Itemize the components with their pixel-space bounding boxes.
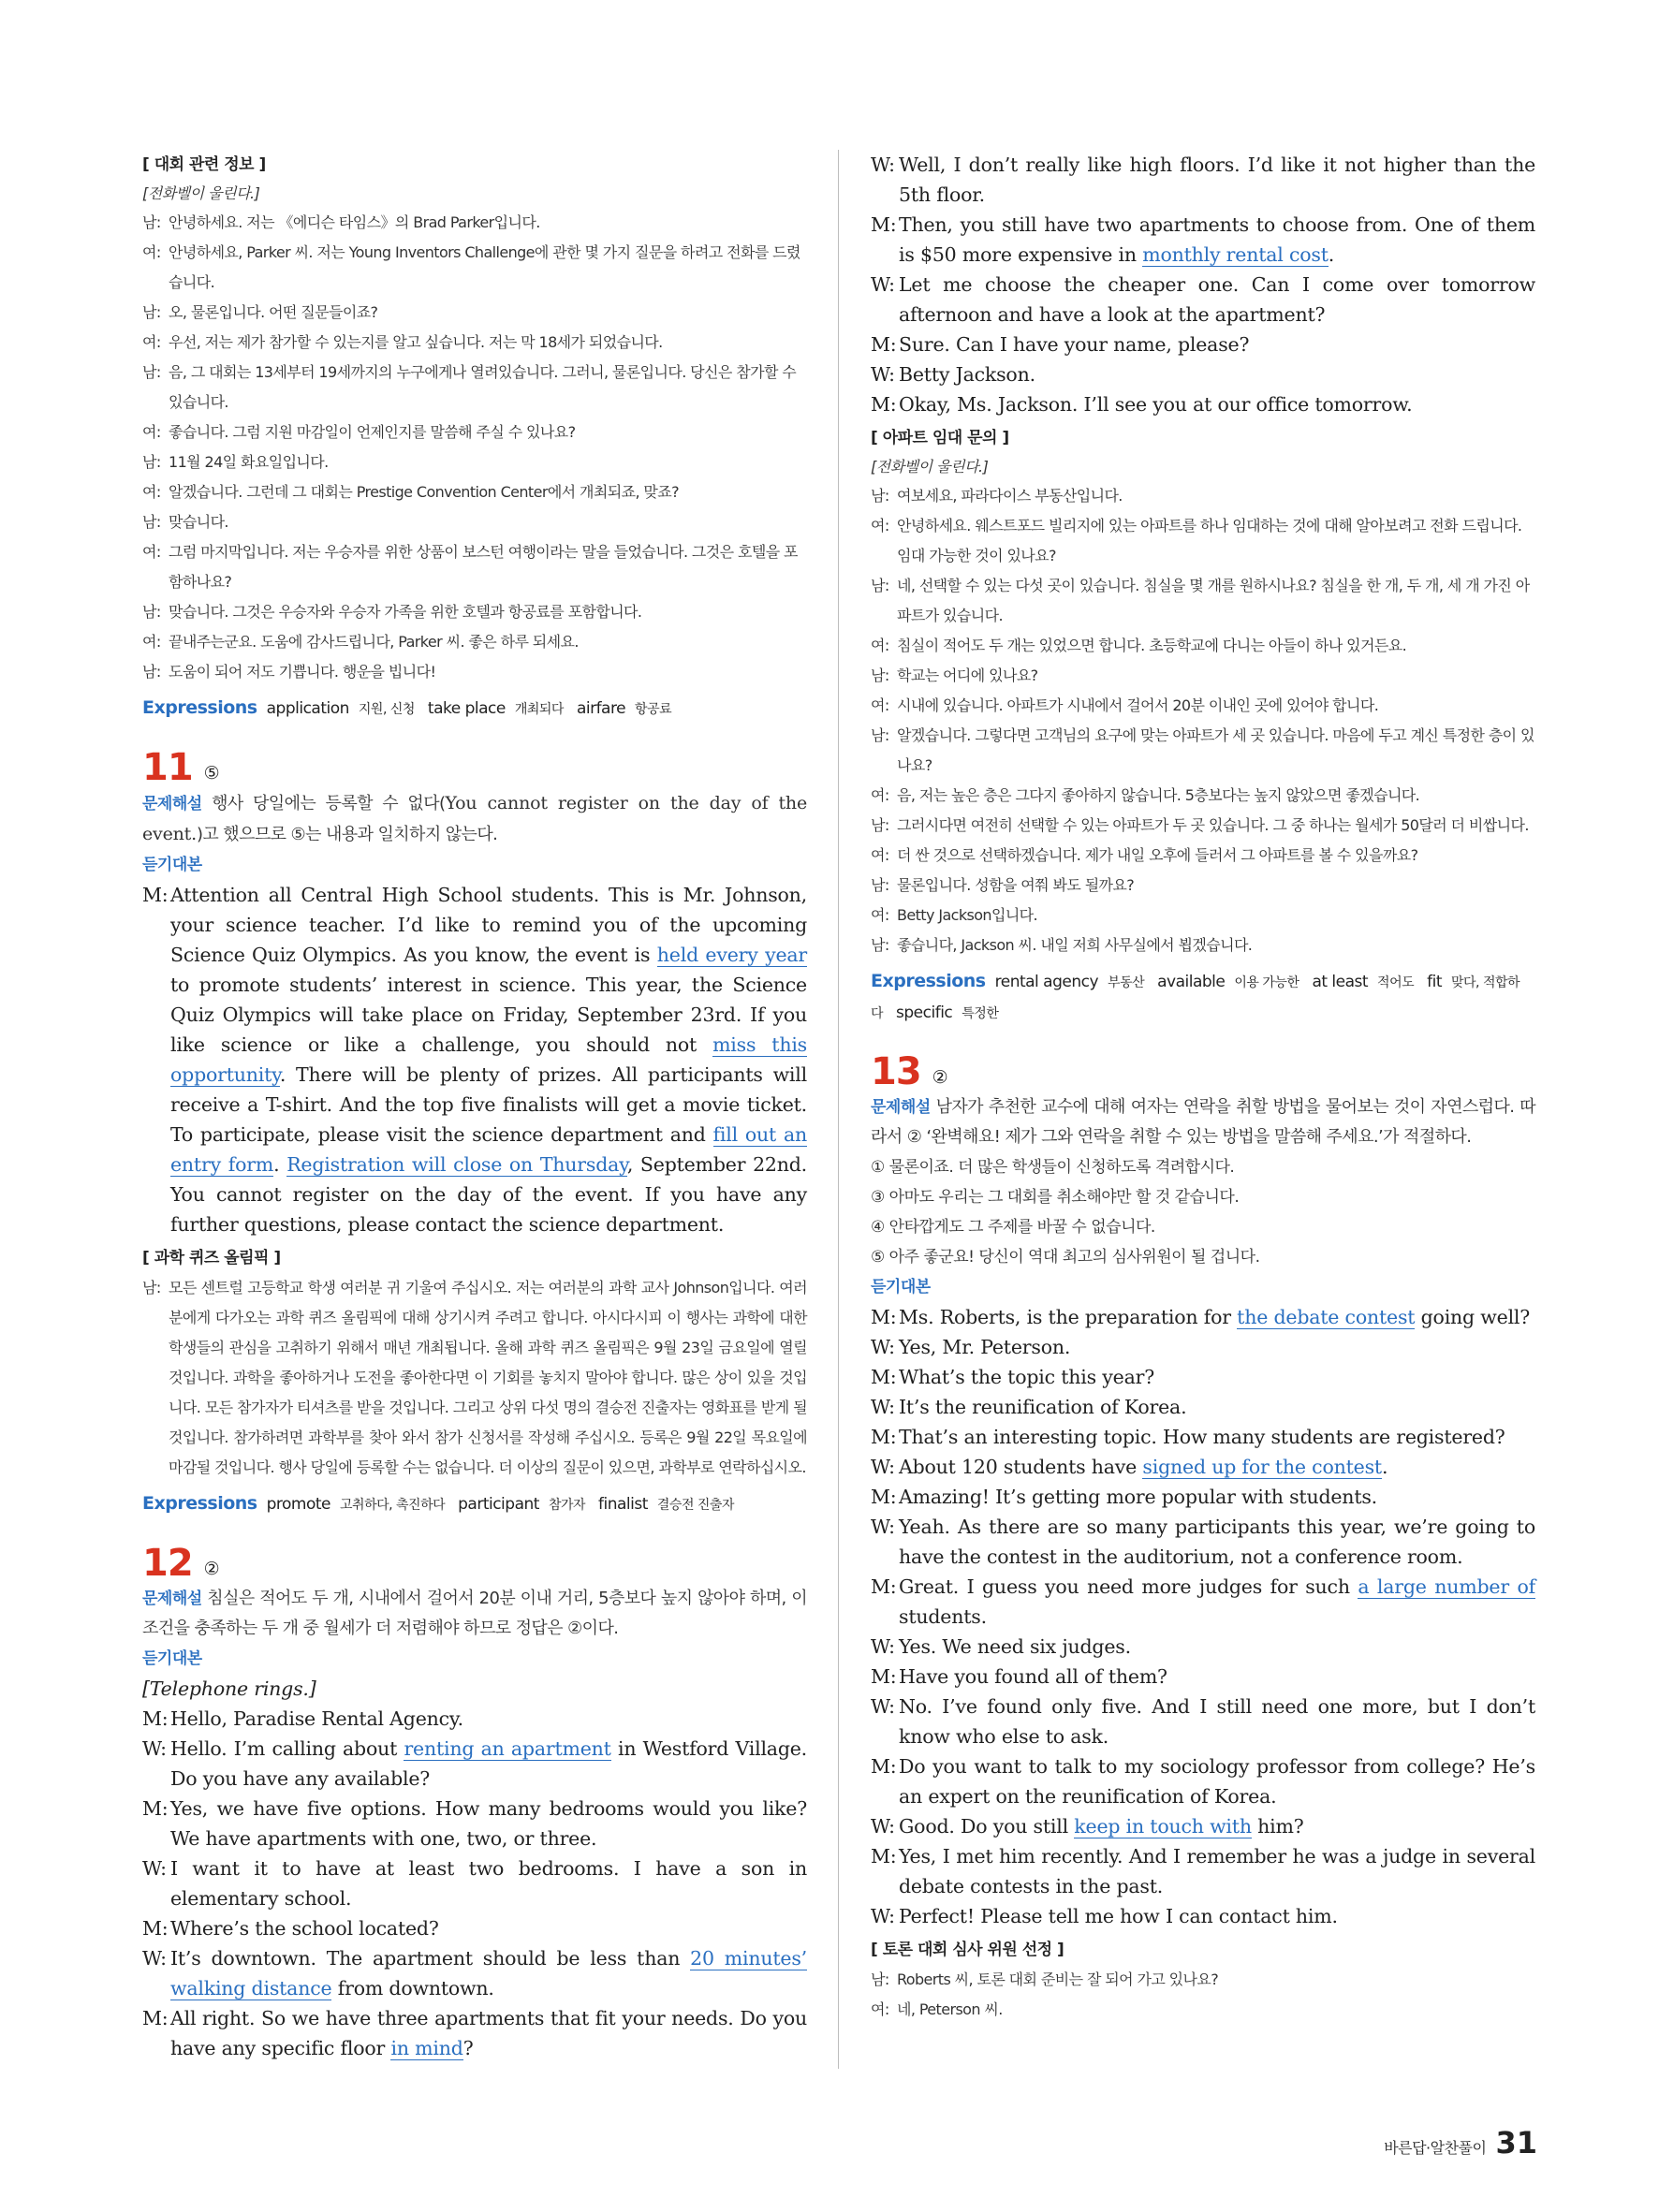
line-text: 우선, 저는 제가 참가할 수 있는지를 알고 싶습니다. 저는 막 18세가 되었습니다. [169,333,663,351]
speaker: M: [871,393,897,416]
script-line [871,210,1535,270]
translation-line [871,721,1535,781]
explanation-label: 문제해설 [871,1098,931,1117]
speaker: 남: [142,1279,161,1296]
speaker: M: [871,1845,897,1868]
expressions-block [142,693,807,725]
script-line [142,1704,807,1734]
line-text: Yes, I met him recently. And I remember he was a judge in several debate contests in the past. [899,1845,1535,1897]
speaker: M: [871,1426,897,1448]
text: All right. So we have three apartments that fit your needs. Do you have any specific floor [170,2007,807,2059]
text: Hello. I’m calling about [170,1737,404,1760]
translation-line [871,631,1535,661]
option-line: ③ 아마도 우리는 그 대회를 취소해야만 할 것 같습니다. [871,1188,1240,1207]
line-text: Yes. We need six judges. [899,1635,1131,1658]
speaker: W: [871,1396,895,1418]
translation-line [871,571,1535,631]
line-text: 여보세요, 파라다이스 부동산입니다. [897,487,1123,505]
script-line [142,1853,807,1913]
speaker: M: [142,884,169,906]
script-line [142,1913,807,1943]
line-text: 음, 그 대회는 13세부터 19세까지의 누구에게나 열려있습니다. 그러니, 물론입니다. 당신은 참가할 수 있습니다. [169,363,797,411]
speaker: W: [142,1857,167,1880]
line-text: Yeah. As there are so many participants this year, we’re going to have the contest in the auditorium, not a conference room. [899,1516,1535,1568]
line-text: 오, 물론입니다. 어떤 질문들이죠? [169,303,378,321]
option-line: ⑤ 아주 좋군요! 당신이 역대 최고의 심사위원이 될 겁니다. [871,1248,1260,1267]
option-line: ① 물론이죠. 더 많은 학생들이 신청하도록 격려합시다. [871,1158,1235,1177]
translation-block [871,481,1535,960]
answer-mark: ② [203,1559,220,1579]
line-text: 학교는 어디에 있나요? [897,667,1038,684]
line-text [170,1734,807,1794]
line-text: 그러시다면 여전히 선택할 수 있는 아파트가 두 곳 있습니다. 그 중 하나는 월세가 50달러 더 비쌉니다. [897,816,1529,834]
line-text: Okay, Ms. Jackson. I’ll see you at our office tomorrow. [899,393,1413,416]
text: Great. I guess you need more judges for such [899,1575,1358,1598]
line-text: Yes, Mr. Peterson. [899,1336,1071,1358]
script-line [871,1632,1535,1662]
speaker: 남: [142,453,161,471]
script-label: 듣기대본 [142,856,202,874]
speaker: 여: [871,786,889,804]
expression-meaning: 항공료 [635,702,672,717]
explanation-text: 행사 당일에는 등록할 수 없다( [212,794,446,813]
speaker: W: [142,1947,167,1970]
highlight: keep in touch with [1074,1815,1252,1838]
speaker: W: [871,1635,895,1658]
line-text: No. I’ve found only five. And I still need one more, but I don’t know who else to ask. [899,1695,1535,1748]
script-line [871,1362,1535,1392]
speaker: M: [871,213,897,236]
translation-line [871,691,1535,721]
translation-line [871,1995,1535,2025]
speaker: W: [871,273,895,296]
text: , September 22nd. You cannot register on the day of the event. If you have any further questions, please contact the science department. [170,1153,807,1236]
line-text: 시내에 있습니다. 아파트가 시내에서 걸어서 20분 이내인 곳에 있어야 합니다. [897,696,1379,714]
explanation [142,1584,807,1644]
script-line [142,1734,807,1794]
highlight: in mind [390,2037,463,2059]
translation-line [871,661,1535,691]
section-title: [ 아파트 임대 문의 ] [871,429,1009,447]
speaker: W: [871,363,895,386]
text: . There will be plenty of prizes. All participants will receive a T-shirt. And the top five finalists will get a movie ticket. To participate, please visit the science department and [170,1063,807,1146]
speaker: 남: [142,303,161,321]
expression-meaning: 이용 가능한 [1234,975,1299,990]
speaker: M: [871,1755,897,1778]
translation-line [142,447,807,477]
speaker: 여: [142,423,161,441]
explanation-text: 남자가 추천한 교수에 대해 여자는 연락을 취할 방법을 물어보는 것이 자연스럽다. 따라서 ② ‘완벽해요! 제가 그와 연락을 취할 수 있는 방법을 말씀해 주세요.’가 적절하다. [871,1097,1536,1147]
line-text: 맞습니다. 그것은 우승자와 우승자 가족을 위한 호텔과 항공료를 포함합니다. [169,603,642,621]
translation-line [142,657,807,687]
script-line [871,1751,1535,1811]
speaker: 남: [142,603,161,621]
line-text: 좋습니다, Jackson 씨. 내일 저희 사무실에서 뵙겠습니다. [897,936,1253,954]
expression-meaning: 결승전 진출자 [656,1498,734,1513]
question-number: 13 [871,1050,921,1093]
line-text: What’s the topic this year? [899,1366,1154,1388]
right-column [871,150,1535,2025]
translation-line [142,507,807,537]
speaker: M: [142,1797,169,1820]
section-title: [ 과학 퀴즈 올림픽 ] [142,1249,281,1267]
option-line: ④ 안타깝게도 그 주제를 바꿀 수 없습니다. [871,1218,1155,1237]
translation-line [142,358,807,417]
line-text: 물론입니다. 성함을 여쭤 봐도 될까요? [897,876,1135,894]
highlight: the debate contest [1237,1306,1416,1328]
line-text: 도움이 되어 저도 기쁩니다. 행운을 빕니다! [169,663,436,681]
line-text [899,1302,1535,1332]
speaker: 남: [142,663,161,681]
text: him? [1251,1815,1304,1838]
line-text [170,2003,807,2063]
speaker: 여: [142,633,161,651]
expression-term: rental agency [994,973,1099,991]
text: Good. Do you still [899,1815,1075,1838]
highlight: held every year [656,944,808,966]
text: in Westford Village. Do you have any available? [170,1737,808,1790]
expression-term: take place [427,699,506,718]
speaker: M: [871,1366,897,1388]
question-12-header [142,1541,807,1584]
expression-term: participant [458,1495,539,1514]
script-line [871,1422,1535,1452]
expression-meaning: 적어도 [1377,975,1415,990]
stage-direction: [전화벨이 울린다.] [142,184,260,202]
script-line [871,1392,1535,1422]
line-text: Where’s the school located? [170,1917,439,1940]
line-text: 더 싼 것으로 선택하겠습니다. 제가 내일 오후에 들러서 그 아파트를 볼 수 있을까요? [897,846,1418,864]
line-text: Roberts 씨, 토론 대회 준비는 잘 되어 가고 있나요? [897,1970,1219,1988]
line-text: 모든 센트럴 고등학교 학생 여러분 귀 기울여 주십시오. 저는 여러분의 과학 교사 Johnson입니다. 여러분에게 다가오는 과학 퀴즈 올림픽에 대해 상기시켜 주려고 합니다. 아시다시피 이 행사는 과학에 대한 학생들의 관심을 고취하기 위해서 매년 개최됩니다. 올해 과학 퀴즈 올림픽은 9월 23일 금요일에 열릴 것입니다. 과학을 좋아하거나 도전을 좋아한다면 이 기회를 놓치지 말아야 합니다. 많은 상이 있을 것입니다. 모든 참가자가 티셔츠를 받을 것입니다. 그리고 상위 다섯 명의 결승전 진출자는 영화표를 받게 될 것입니다. 참가하려면 과학부를 찾아 와서 참가 신청서를 작성해 주십시오. 등록은 9월 22일 목요일에 마감될 것입니다. 행사 당일에 등록할 수는 없습니다. 더 이상의 질문이 있으면, 과학부로 연락하십시오. [169,1279,807,1476]
line-text: Well, I don’t really like high floors. I’d like it not higher than the 5th floor. [899,154,1535,206]
stage-direction: [전화벨이 울린다.] [871,458,989,476]
speaker: 남: [871,876,889,894]
line-text: Do you want to talk to my sociology professor from college? He’s an expert on the reunification of Korea. [899,1755,1535,1808]
translation-line [871,781,1535,811]
expression-meaning: 개최되다 [514,702,564,717]
expression-term: available [1157,973,1226,991]
speaker: 남: [871,936,889,954]
column-divider [838,150,839,2069]
explanation-label: 문제해설 [142,795,202,813]
translation-line [142,1273,807,1483]
highlight: fill out an entry form [170,1123,807,1176]
line-text: 안녕하세요. 웨스트포드 빌리지에 있는 아파트를 하나 임대하는 것에 대해 알아보려고 전화 드립니다. 임대 가능한 것이 있나요? [897,517,1522,564]
explanation-label: 문제해설 [142,1589,202,1608]
expressions-label: Expressions [142,697,257,718]
explanation-text: 침실은 적어도 두 개, 시내에서 걸어서 20분 이내 거리, 5층보다 높지 않아야 하며, 이 조건을 충족하는 두 개 중 월세가 더 저렴해야 하므로 정답은 ②이다. [142,1589,807,1638]
question-13-header [871,1049,1535,1092]
page-footer [1384,2125,1537,2161]
script-label: 듣기대본 [871,1278,931,1296]
answer-mark: ② [932,1067,948,1088]
text: Ms. Roberts, is the preparation for [899,1306,1238,1328]
line-text: Let me choose the cheaper one. Can I come over tomorrow afternoon and have a look at the apartment? [899,273,1535,326]
script-line [871,359,1535,389]
script-line [871,330,1535,359]
expression-term: fit [1427,973,1442,991]
text: Then, you still have two apartments to choose from. One of them is $50 more expensive in [899,213,1535,266]
speaker: M: [142,2007,169,2029]
line-text [170,880,807,1239]
highlight: Registration will close on Thursday [286,1153,627,1176]
script-line [871,150,1535,210]
line-text: That’s an interesting topic. How many students are registered? [899,1426,1505,1448]
line-text: Sure. Can I have your name, please? [899,333,1250,356]
line-text: Betty Jackson입니다. [897,906,1038,924]
text: About 120 students have [899,1456,1143,1478]
text: students. [899,1605,987,1628]
line-text: Perfect! Please tell me how I can contact him. [899,1905,1338,1927]
speaker: 남: [871,726,889,744]
line-text: 네, 선택할 수 있는 다섯 곳이 있습니다. 침실을 몇 개를 원하시나요? 침실을 한 개, 두 개, 세 개 가진 아파트가 있습니다. [897,577,1530,624]
translation-line [871,811,1535,841]
highlight: a large number of [1358,1575,1535,1598]
speaker: M: [871,1575,897,1598]
speaker: 남: [871,577,889,594]
translation-line [871,841,1535,871]
book-title: 바른답·알찬풀이 [1384,2139,1487,2157]
explanation-text: )고 했으므로 ⑤는 내용과 일치하지 않는다. [196,825,498,844]
speaker: 여: [142,243,161,261]
text: . [1381,1456,1388,1478]
explanation-quote: You cannot register on the day of the event. [142,793,808,844]
expressions-block [871,966,1535,1029]
speaker: W: [871,1815,895,1838]
speaker: W: [871,1456,895,1478]
expression-term: promote [266,1495,331,1514]
text: Attention all Central High School students. This is Mr. Johnson, your science teacher. I’d like to remind you of the upcoming Science Quiz Olympics. As you know, the event is [170,884,807,966]
text: from downtown. [331,1977,494,2000]
script-line [871,1841,1535,1901]
script-line [871,1662,1535,1692]
speaker: 남: [142,363,161,381]
speaker: 여: [871,846,889,864]
line-text: I want it to have at least two bedrooms. I have a son in elementary school. [170,1857,807,1910]
speaker: M: [871,1486,897,1508]
script-line [142,1794,807,1853]
line-text: 안녕하세요, Parker 씨. 저는 Young Inventors Challenge에 관한 몇 가지 질문을 하려고 전화를 드렸습니다. [169,243,800,291]
script-line [871,1482,1535,1512]
text: . [273,1153,287,1176]
translation-block [871,1965,1535,2025]
line-text: Yes, we have five options. How many bedrooms would you like? We have apartments with one, two, or three. [170,1797,807,1850]
line-text [170,1943,807,2003]
speaker: M: [142,1917,169,1940]
line-text: It’s the reunification of Korea. [899,1396,1187,1418]
explanation [871,1092,1535,1152]
speaker: W: [871,1905,895,1927]
expression-term: airfare [576,699,626,718]
speaker: 여: [871,2000,889,2018]
line-text: 침실이 적어도 두 개는 있었으면 합니다. 초등학교에 다니는 아들이 하나 있거든요. [897,637,1407,654]
expression-meaning: 지원, 신청 [358,702,415,717]
speaker: 여: [142,543,161,561]
script-line [871,1512,1535,1572]
line-text: 끝내주는군요. 도움에 감사드립니다, Parker 씨. 좋은 하루 되세요. [169,633,579,651]
translation-line [142,328,807,358]
speaker: W: [871,154,895,176]
translation-line [142,208,807,238]
script-line [871,270,1535,330]
expressions-label: Expressions [142,1493,257,1514]
expression-term: application [266,699,349,718]
line-text: 맞습니다. [169,513,228,531]
translation-line [871,481,1535,511]
speaker: 여: [142,333,161,351]
script-line [871,1302,1535,1332]
explanation [142,788,807,850]
translation-line [871,871,1535,901]
line-text: 11월 24일 화요일입니다. [169,453,329,471]
highlight: renting an apartment [404,1737,611,1760]
speaker: 남: [142,513,161,531]
speaker: W: [871,1516,895,1538]
speaker: 여: [871,517,889,535]
speaker: 남: [142,213,161,231]
line-text: 알겠습니다. 그렇다면 고객님의 요구에 맞는 아파트가 세 곳 있습니다. 마음에 두고 계신 특정한 층이 있나요? [897,726,1534,774]
line-text: Betty Jackson. [899,363,1035,386]
speaker: 여: [871,696,889,714]
speaker: W: [142,1737,167,1760]
highlight: miss this opportunity [170,1033,808,1086]
script-line [142,880,807,1239]
highlight: monthly rental cost [1142,243,1329,266]
page-number: 31 [1495,2125,1537,2161]
script-line [142,2003,807,2063]
expressions-block [142,1488,807,1520]
line-text: Have you found all of them? [899,1665,1167,1688]
line-text [899,1452,1535,1482]
translation-line [871,1965,1535,1995]
speaker: 여: [871,637,889,654]
stage-direction: [Telephone rings.] [142,1677,316,1700]
expression-meaning: 부동산 [1108,975,1145,990]
question-number: 12 [142,1542,193,1585]
section-title: [ 토론 대회 심사 위원 선정 ] [871,1941,1064,1959]
line-text: 알겠습니다. 그런데 그 대회는 Prestige Convention Center에서 개최되죠, 맞죠? [169,483,680,501]
translation-line [142,597,807,627]
expression-meaning: 고취하다, 촉진하다 [340,1498,446,1513]
speaker: 남: [871,667,889,684]
script-line [142,1943,807,2003]
expression-term: finalist [598,1495,648,1514]
text: to promote students’ interest in science. This year, the Science Quiz Olympics will take place on Friday, September 23rd. If you like science or like a challenge, you should not [170,974,807,1056]
speaker: M: [871,1306,897,1328]
translation-line [142,298,807,328]
highlight: signed up for the contest [1142,1456,1382,1478]
script-line [871,1452,1535,1482]
line-text: Amazing! It’s getting more popular with students. [899,1486,1377,1508]
speaker: W: [871,1695,895,1718]
line-text: 그럼 마지막입니다. 저는 우승자를 위한 상품이 보스턴 여행이라는 말을 들었습니다. 그것은 호텔을 포함하나요? [169,543,798,591]
script-line [871,1811,1535,1841]
translation-line [142,238,807,298]
speaker: 여: [142,483,161,501]
expression-meaning: 맞다, 적합하다 [871,975,1520,1021]
left-column [142,150,807,2063]
speaker: W: [871,1336,895,1358]
line-text [899,1572,1535,1632]
speaker: M: [871,333,897,356]
speaker: 남: [871,487,889,505]
question-number: 11 [142,746,193,789]
answer-mark: ⑤ [203,763,220,784]
line-text: 좋습니다. 그럼 지원 마감일이 언제인지를 말씀해 주실 수 있나요? [169,423,576,441]
line-text: 안녕하세요. 저는 《에디슨 타임스》의 Brad Parker입니다. [169,213,540,231]
script-line [871,1572,1535,1632]
expression-term: at least [1312,973,1369,991]
speaker: 여: [871,906,889,924]
text: ? [462,2037,474,2059]
script-label: 듣기대본 [142,1649,202,1668]
text: . [1328,243,1335,266]
speaker: M: [871,1665,897,1688]
speaker: M: [142,1707,169,1730]
translation-line [142,627,807,657]
translation-line [871,930,1535,960]
text: going well? [1415,1306,1531,1328]
speaker: 남: [871,1970,889,1988]
line-text: 음, 저는 높은 층은 그다지 좋아하지 않습니다. 5층보다는 높지 않았으면 좋겠습니다. [897,786,1420,804]
translation-line [871,901,1535,930]
line-text [899,210,1535,270]
expression-meaning: 특정한 [962,1006,999,1021]
translation-line [142,537,807,597]
translation-line [142,477,807,507]
line-text [899,1811,1535,1841]
expression-meaning: 참가자 [548,1498,586,1513]
script-line [871,1332,1535,1362]
script-line [871,1901,1535,1931]
question-11-header [142,745,807,788]
script-line [871,1692,1535,1751]
translation-line [142,417,807,447]
line-text: Hello, Paradise Rental Agency. [170,1707,463,1730]
speaker: 남: [871,816,889,834]
section-title: [ 대회 관련 정보 ] [142,155,266,174]
line-text: 네, Peterson 씨. [897,2000,1003,2018]
script-line [871,389,1535,419]
expressions-label: Expressions [871,971,986,991]
expression-term: specific [896,1003,953,1022]
text: It’s downtown. The apartment should be less than [170,1947,691,1970]
highlight: 20 minutes’ walking distance [170,1947,808,2000]
translation-line [871,511,1535,571]
translation-block [142,208,807,687]
